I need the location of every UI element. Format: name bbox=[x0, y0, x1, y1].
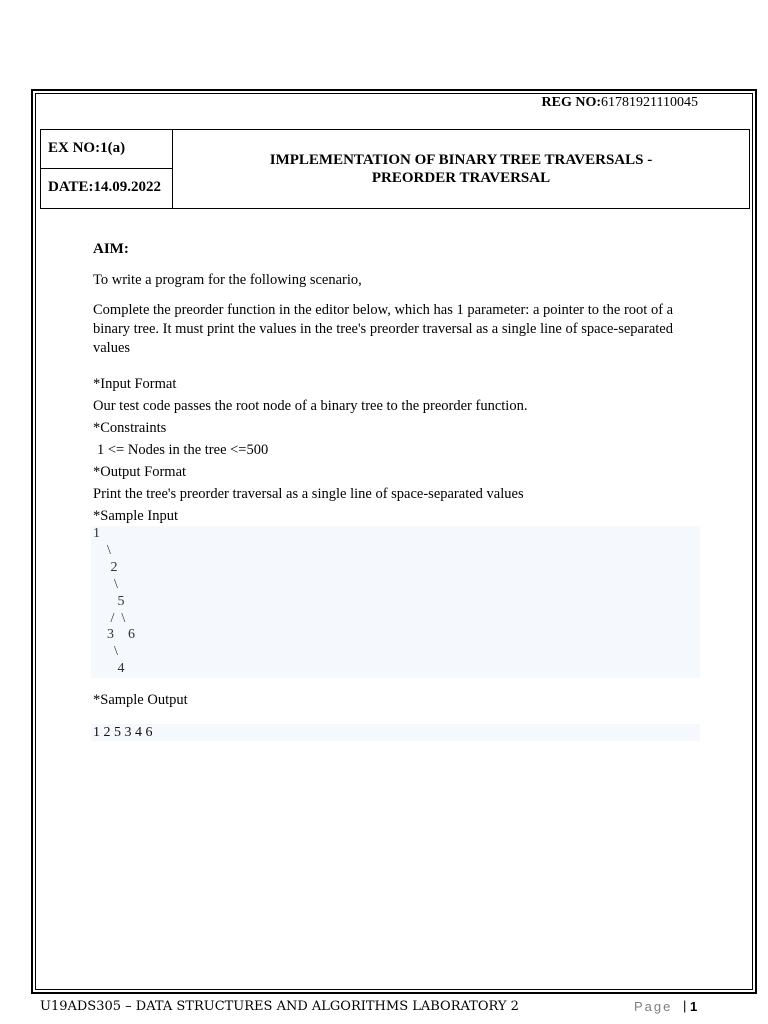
aim-heading: AIM: bbox=[93, 241, 129, 257]
constraints-text: 1 <= Nodes in the tree <=500 bbox=[97, 442, 269, 458]
exercise-title bbox=[173, 130, 749, 208]
reg-number bbox=[542, 95, 698, 111]
sample-input-line: 4 bbox=[93, 661, 125, 677]
exercise-number: EX NO:1(a) bbox=[41, 130, 172, 169]
reg-number-label: REG NO: bbox=[541, 95, 602, 110]
exercise-title-line1: IMPLEMENTATION OF BINARY TREE TRAVERSALS - bbox=[269, 152, 653, 168]
sample-input-line: 2 bbox=[93, 559, 118, 575]
header-left-cell bbox=[41, 130, 173, 208]
document-body bbox=[93, 238, 698, 741]
footer-page-number: 1 bbox=[690, 999, 698, 1014]
input-format-heading: *Input Format bbox=[93, 376, 177, 392]
sample-input-heading: *Sample Input bbox=[93, 508, 178, 524]
sample-input-line: / \ bbox=[93, 610, 126, 626]
output-format-heading: *Output Format bbox=[93, 464, 187, 480]
intro-text: To write a program for the following scenario, bbox=[93, 272, 362, 288]
sample-input-line: \ bbox=[93, 576, 118, 592]
sample-input-block bbox=[91, 526, 700, 678]
input-format-text: Our test code passes the root node of a binary tree to the preorder function. bbox=[93, 398, 528, 414]
reg-number-value: 61781921110045 bbox=[601, 95, 698, 110]
footer-course: U19ADS305 – DATA STRUCTURES AND ALGORITHMS LABORATORY 2 bbox=[40, 999, 519, 1014]
sample-input-line: 3 6 bbox=[93, 627, 135, 643]
sample-input-line: \ bbox=[93, 542, 111, 558]
task-description: Complete the preorder function in the editor below, which has 1 parameter: a pointer to the root of a binary tree. It must print the values in the tree's preorder traversal as a single line of space-separated values bbox=[93, 302, 674, 356]
sample-output-block: 1 2 5 3 4 6 bbox=[91, 724, 700, 741]
exercise-date: DATE:14.09.2022 bbox=[48, 179, 162, 195]
constraints-heading: *Constraints bbox=[93, 420, 167, 436]
output-format-text: Print the tree's preorder traversal as a single line of space-separated values bbox=[93, 486, 524, 502]
sample-output-heading: *Sample Output bbox=[93, 692, 188, 708]
exercise-title-line2: PREORDER TRAVERSAL bbox=[371, 170, 551, 186]
sample-input-line: \ bbox=[93, 644, 118, 660]
sample-input-line: 5 bbox=[93, 593, 125, 609]
sample-input-line: 1 bbox=[93, 526, 100, 541]
footer-page-label: Page bbox=[634, 999, 673, 1014]
footer-page-separator: | bbox=[683, 998, 687, 1013]
header-table bbox=[40, 129, 750, 209]
